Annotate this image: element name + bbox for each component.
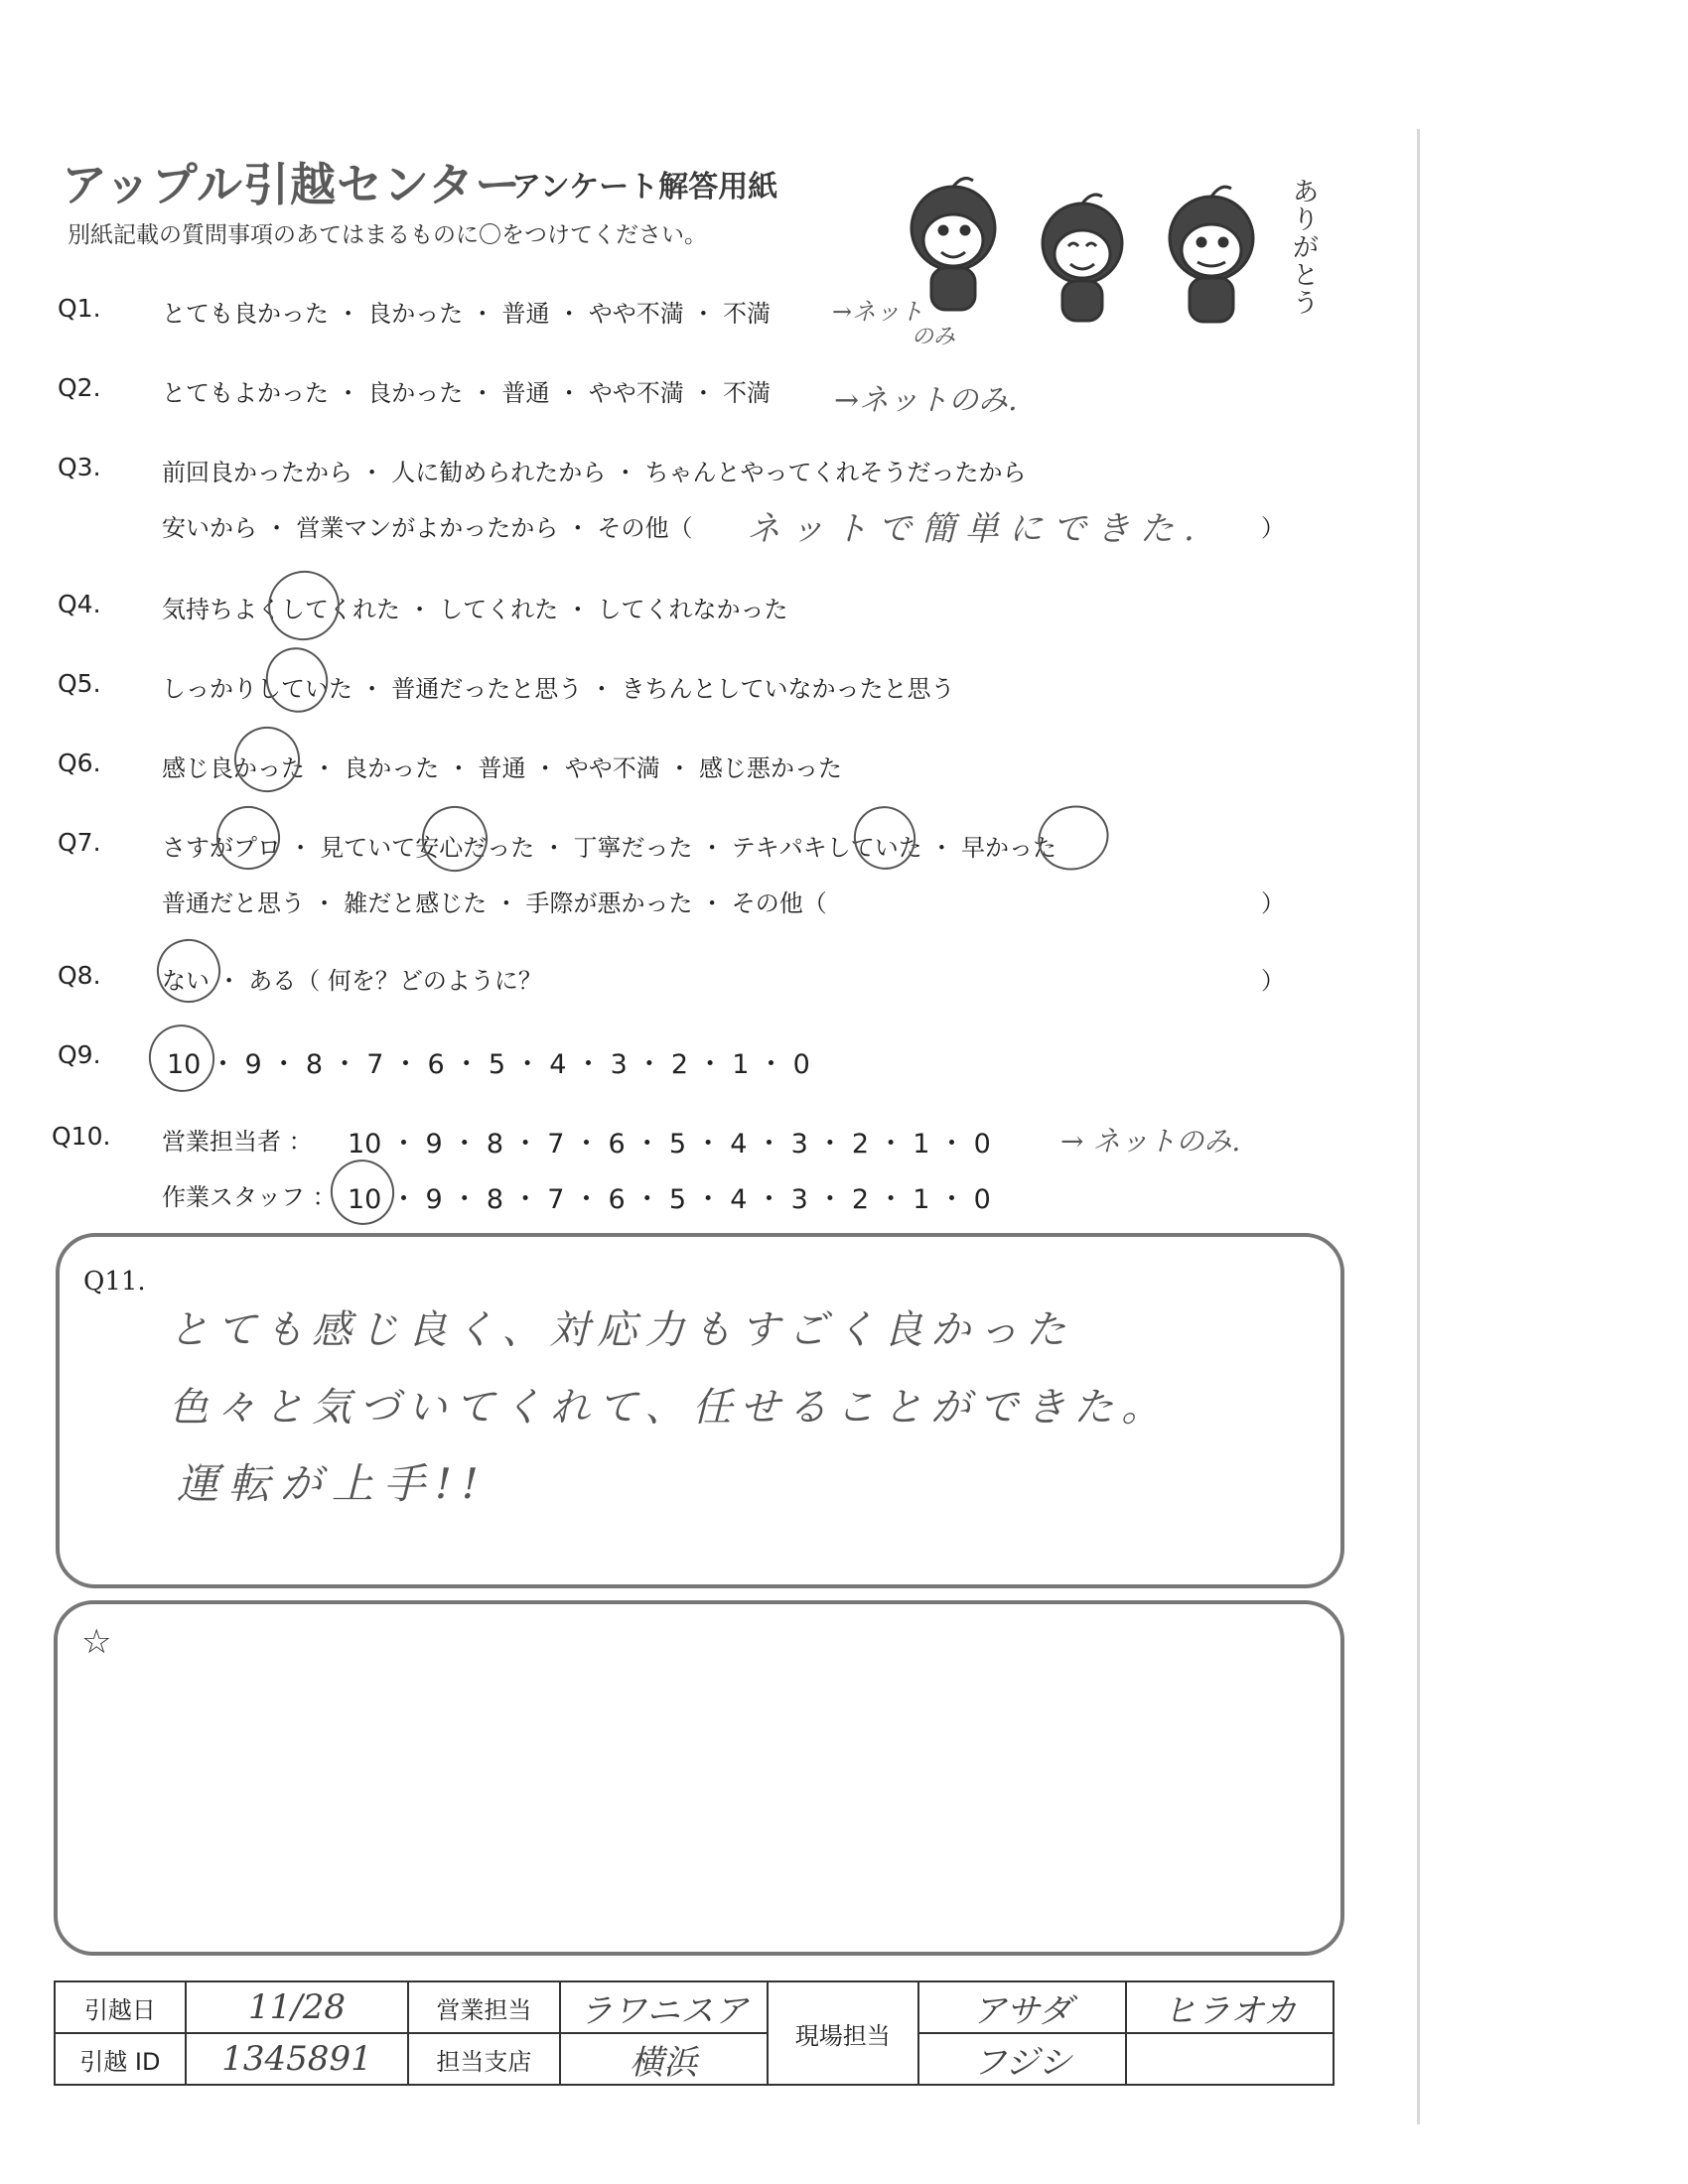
q3-options-line2[interactable]: 安いから ・ 営業マンがよかったから ・ その他（ bbox=[162, 514, 693, 542]
q6-number: Q6. bbox=[58, 749, 101, 777]
q10-staff-scale[interactable]: 10 ・ 9 ・ 8 ・ 7 ・ 6 ・ 5 ・ 4 ・ 3 ・ 2 ・ 1 ・ 0 bbox=[348, 1184, 991, 1215]
q1-handwritten-note-2: のみ bbox=[912, 325, 956, 349]
q8-close-paren: ） bbox=[1261, 967, 1285, 995]
moving-date-value[interactable]: 11/28 bbox=[186, 1981, 408, 2033]
q3-handwritten-answer: ネットで簡単にできた. bbox=[747, 509, 1204, 549]
q3-close-paren: ） bbox=[1261, 514, 1285, 542]
mascot-thank-you-text: ありがとう bbox=[1293, 178, 1320, 319]
q11-comment-box[interactable] bbox=[56, 1233, 1344, 1588]
form-subtitle: アンケート解答用紙 bbox=[511, 170, 778, 205]
q10-sales-label: 営業担当者 ： bbox=[162, 1128, 313, 1156]
q4-options[interactable]: 気持ちよくしてくれた ・ してくれた ・ してくれなかった bbox=[162, 596, 788, 623]
q8-options[interactable]: ない ・ ある（ 何を？どのように？ bbox=[162, 967, 542, 995]
site-staff-value-3[interactable]: ヒラオカ bbox=[1126, 1981, 1334, 2033]
instruction-text: 別紙記載の質問事項のあてはまるものに〇をつけてください。 bbox=[68, 222, 707, 248]
q6-options[interactable]: 感じ良かった ・ 良かった ・ 普通 ・ やや不満 ・ 感じ悪かった bbox=[162, 754, 843, 782]
site-staff-value-2[interactable]: フジシ bbox=[918, 2033, 1126, 2085]
q7-answer-mark-1 bbox=[208, 797, 289, 879]
moving-info-table bbox=[54, 1980, 1335, 2086]
q7-number: Q7. bbox=[58, 828, 101, 857]
q1-options[interactable]: とても良かった ・ 良かった ・ 普通 ・ やや不満 ・ 不満 bbox=[162, 300, 772, 328]
q1-handwritten-note: →ネット bbox=[832, 298, 924, 326]
q2-handwritten-note: →ネットのみ. bbox=[834, 383, 1018, 418]
q9-number: Q9. bbox=[58, 1040, 101, 1069]
q11-comment-line-3: 運転が上手!! bbox=[177, 1459, 489, 1508]
monkey-icon-1 bbox=[912, 179, 995, 310]
site-staff-label: 現場担当 bbox=[768, 1981, 918, 2085]
q7-answer-mark-3 bbox=[845, 797, 924, 878]
site-staff-empty-cell[interactable] bbox=[1126, 2033, 1334, 2085]
q7-options-line2[interactable]: 普通だと思う ・ 雑だと感じた ・ 手際が悪かった ・ その他（ bbox=[162, 889, 827, 917]
sales-rep-value[interactable]: ラワニスア bbox=[560, 1981, 768, 2033]
q11-comment-line-1: とても感じ良く、対応力もすごく良かった bbox=[169, 1307, 1074, 1353]
site-staff-value-1[interactable]: アサダ bbox=[918, 1981, 1126, 2033]
q5-answer-mark bbox=[257, 638, 338, 721]
q10-answer-mark bbox=[322, 1151, 404, 1234]
moving-id-value[interactable]: 1345891 bbox=[186, 2033, 408, 2085]
q7-options-line1[interactable]: さすがプロ ・ 見ていて安心だった ・ 丁寧だった ・ テキパキしていた ・ 早かった bbox=[162, 834, 1057, 862]
q5-number: Q5. bbox=[58, 669, 101, 698]
q10-staff-label: 作業スタッフ ： bbox=[162, 1183, 337, 1211]
company-title: アップル引越センター bbox=[62, 158, 522, 211]
moving-id-label: 引越 ID bbox=[55, 2033, 186, 2085]
q4-answer-mark bbox=[258, 561, 350, 650]
monkey-icon-3 bbox=[1170, 187, 1253, 322]
q6-answer-mark bbox=[225, 718, 310, 802]
q2-number: Q2. bbox=[58, 373, 101, 402]
q3-number: Q3. bbox=[58, 453, 101, 481]
q9-answer-mark bbox=[139, 1016, 223, 1101]
monkey-icon-2 bbox=[1043, 195, 1122, 321]
scan-edge-line bbox=[1417, 129, 1420, 2124]
q9-scale[interactable]: 10 ・ 9 ・ 8 ・ 7 ・ 6 ・ 5 ・ 4 ・ 3 ・ 2 ・ 1 ・ 0 bbox=[167, 1049, 810, 1080]
sales-rep-label: 営業担当 bbox=[408, 1981, 559, 2033]
mascot-illustration bbox=[874, 169, 1331, 338]
star-comment-box[interactable] bbox=[54, 1600, 1344, 1956]
q8-number: Q8. bbox=[58, 961, 101, 990]
q10-sales-scale[interactable]: 10 ・ 9 ・ 8 ・ 7 ・ 6 ・ 5 ・ 4 ・ 3 ・ 2 ・ 1 ・ 0 bbox=[348, 1129, 991, 1160]
q7-answer-mark-2 bbox=[413, 797, 497, 882]
q1-number: Q1. bbox=[58, 294, 101, 323]
q10-handwritten-note: → ネットのみ. bbox=[1060, 1125, 1241, 1158]
branch-value[interactable]: 横浜 bbox=[560, 2033, 768, 2085]
moving-date-label: 引越日 bbox=[55, 1981, 186, 2033]
q8-answer-mark bbox=[148, 930, 229, 1012]
q10-number: Q10. bbox=[52, 1122, 111, 1151]
q5-options[interactable]: しっかりしていた ・ 普通だったと思う ・ きちんとしていなかったと思う bbox=[162, 675, 955, 703]
q7-close-paren: ） bbox=[1261, 889, 1285, 917]
q2-options[interactable]: とてもよかった ・ 良かった ・ 普通 ・ やや不満 ・ 不満 bbox=[162, 379, 772, 407]
q3-options-line1[interactable]: 前回良かったから ・ 人に勧められたから ・ ちゃんとやってくれそうだったから bbox=[162, 459, 1027, 486]
q4-number: Q4. bbox=[58, 590, 101, 618]
q11-label: Q11. bbox=[83, 1267, 146, 1297]
q11-comment-line-2: 色々と気づいてくれて、任せることができた。 bbox=[169, 1385, 1170, 1431]
star-icon: ☆ bbox=[81, 1622, 112, 1662]
q7-answer-mark-4 bbox=[1029, 796, 1118, 881]
branch-label: 担当支店 bbox=[408, 2033, 559, 2085]
